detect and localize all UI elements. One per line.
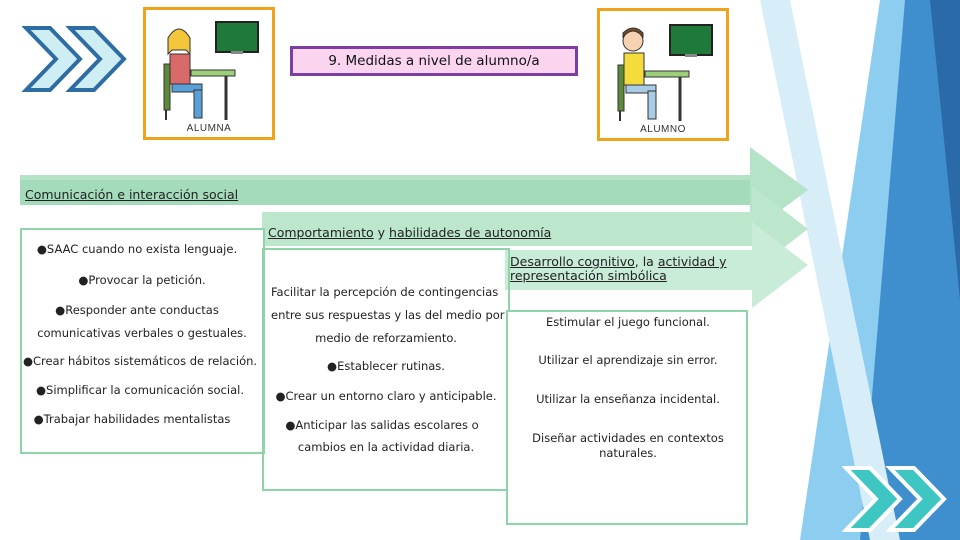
list-item: entre sus respuestas y las del medio por: [271, 308, 505, 322]
list-item: Estimular el juego funcional.: [546, 315, 710, 329]
panel-desarrollo: [506, 310, 748, 525]
list-item: ●Responder ante conductas: [55, 303, 219, 317]
band-label-comunicacion: Comunicación e interacción social: [25, 187, 239, 202]
band-label-desarrollo: Desarrollo cognitivo, la actividad y representación simbólica: [510, 254, 727, 283]
list-item: ●Crear un entorno claro y anticipable.: [275, 389, 497, 403]
page-title: 9. Medidas a nivel de alumno/a: [290, 46, 578, 76]
list-item: ●Establecer rutinas.: [327, 359, 445, 373]
card-caption: ALUMNA: [186, 123, 232, 134]
list-item: comunicativas verbales o gestuales.: [37, 326, 247, 340]
panel-comunicacion: [20, 228, 265, 454]
panel-comportamiento: [262, 248, 510, 491]
list-item: Utilizar la enseñanza incidental.: [536, 392, 720, 406]
list-item: ●Provocar la petición.: [78, 273, 206, 287]
list-item: Facilitar la percepción de contingencias: [271, 285, 499, 299]
list-item: ●Simplificar la comunicación social.: [36, 383, 244, 397]
list-item: ●Anticipar las salidas escolares o: [285, 418, 479, 432]
card-caption: ALUMNO: [640, 124, 686, 135]
list-item: medio de reforzamiento.: [315, 331, 457, 345]
list-item: ●SAAC cuando no exista lenguaje.: [36, 242, 238, 256]
list-item: cambios en la actividad diaria.: [297, 440, 475, 454]
list-item: ●Trabajar habilidades mentalistas: [33, 412, 231, 426]
list-item: naturales.: [599, 446, 657, 460]
band-label-comportamiento: Comportamiento y habilidades de autonomía: [268, 225, 552, 240]
list-item: Diseñar actividades en contextos: [532, 431, 724, 445]
list-item: ●Crear hábitos sistemáticos de relación.: [22, 354, 258, 368]
list-item: Utilizar el aprendizaje sin error.: [538, 353, 718, 367]
